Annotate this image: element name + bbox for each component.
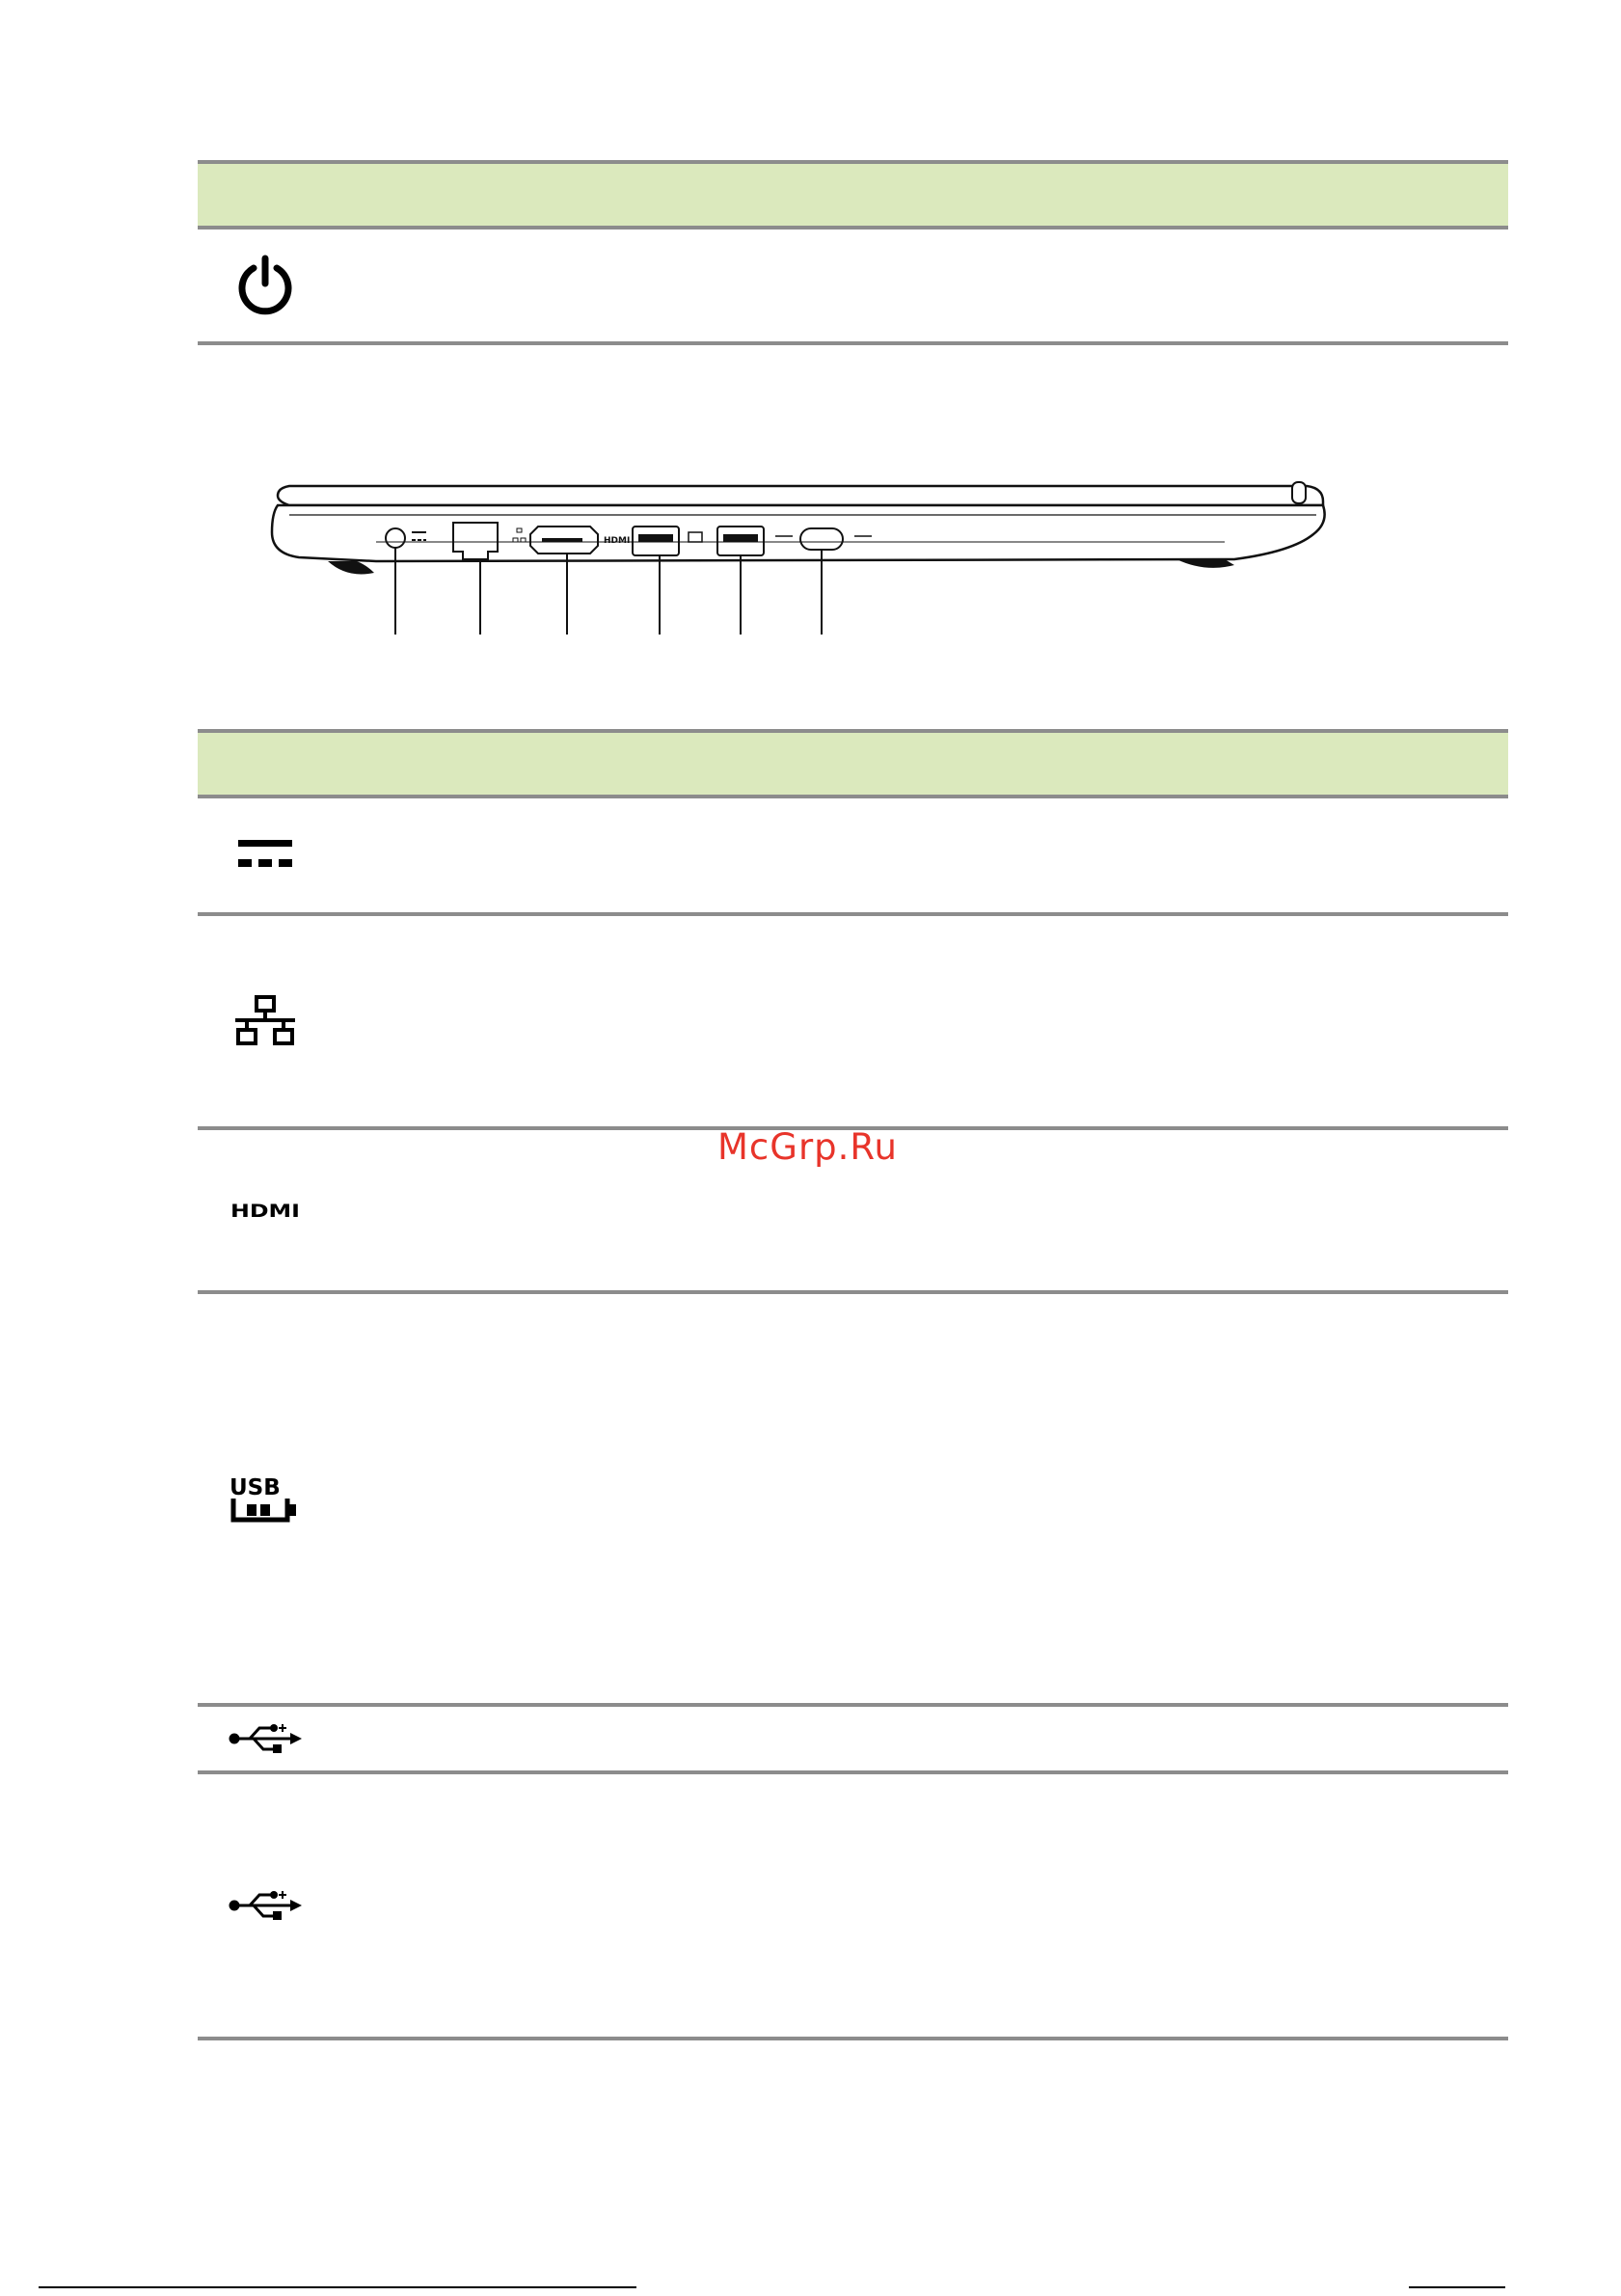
hdmi-icon	[230, 1202, 300, 1219]
table-row	[198, 1707, 333, 1770]
table-row	[198, 1774, 333, 2037]
ethernet-icon	[233, 995, 297, 1047]
row-divider	[198, 912, 1508, 916]
row-divider	[198, 1770, 1508, 1774]
hdmi-port-label: HDMI	[604, 536, 631, 546]
svg-text:USB: USB	[230, 1475, 281, 1500]
row-divider	[198, 341, 1508, 345]
dc-in-icon	[238, 838, 292, 873]
watermark-text: McGrp.Ru	[717, 1126, 898, 1168]
svg-text:HDMI: HDMI	[230, 1202, 300, 1219]
table-row	[198, 1294, 333, 1703]
row-divider	[198, 2037, 1508, 2040]
power-icon	[234, 255, 296, 316]
table-header	[198, 160, 1508, 230]
row-divider	[198, 1703, 1508, 1707]
row-divider	[198, 1290, 1508, 1294]
footer-rule	[1409, 2286, 1505, 2288]
table-row	[198, 798, 333, 912]
footer-rule	[39, 2286, 636, 2288]
laptop-side-view	[260, 473, 1331, 636]
usb-icon	[229, 1890, 302, 1921]
table-row	[198, 1130, 333, 1290]
table-header	[198, 729, 1508, 798]
table-row	[198, 916, 333, 1126]
table-row	[198, 230, 333, 341]
usb-icon	[229, 1723, 302, 1754]
usb-charging-icon	[230, 1473, 301, 1524]
